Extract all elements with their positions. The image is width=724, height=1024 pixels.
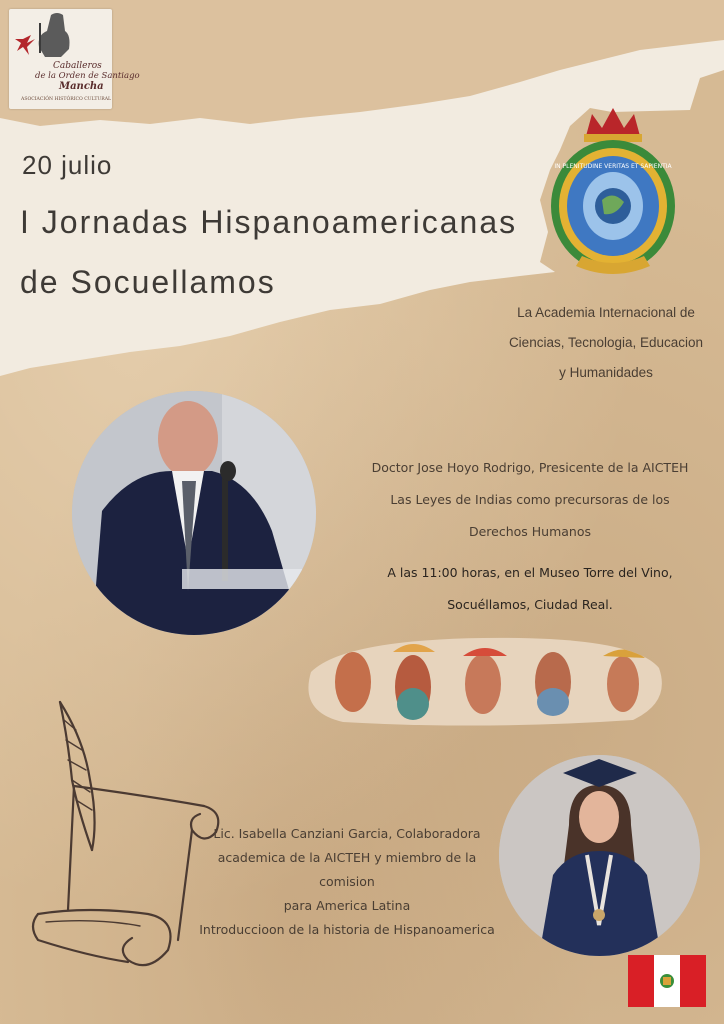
speaker-2-info <box>192 822 502 942</box>
fresco-illustration <box>303 632 667 730</box>
academy-name <box>506 298 706 388</box>
speaker-1-topic-line-1: Las Leyes de Indias como precursoras de los <box>390 492 670 507</box>
event-title-line-1: I Jornadas Hispanoamericanas <box>20 204 518 240</box>
event-title-line-2: de Socuellamos <box>20 264 276 300</box>
peru-flag-icon <box>628 955 706 1007</box>
speaker-1-name: Doctor Jose Hoyo Rodrigo, Presicente de la AICTEH <box>371 460 689 475</box>
academy-line-2: Ciencias, Tecnologia, Educacion <box>508 335 704 350</box>
academy-crest <box>546 106 680 282</box>
crown-icon <box>584 108 642 142</box>
scroll-icon <box>33 786 218 965</box>
speaker-2-name: Lic. Isabella Canziani Garcia, Colaboradora <box>213 826 481 841</box>
association-logo <box>9 9 140 109</box>
speaker-2-topic: Introduccioon de la historia de Hispanoamerica <box>199 922 495 937</box>
speaker-2-photo <box>499 755 700 956</box>
logo-line-2: de la Orden de Santiago <box>35 71 140 81</box>
event-time-line: A las 11:00 horas, en el Museo Torre del Vino, <box>387 565 673 580</box>
speaker-1-info <box>370 452 690 548</box>
crest-motto: IN PLENITUDINE VERITAS ET SAPIENTIA <box>554 163 672 170</box>
event-date: 20 julio <box>22 150 113 180</box>
speaker-1-photo <box>72 391 316 635</box>
event-time-place <box>380 557 680 621</box>
logo-line-4: ASOCIACIÓN HISTÓRICO CULTURAL <box>21 97 112 102</box>
academy-line-3: y Humanidades <box>559 365 653 380</box>
knight-emblem-icon <box>9 9 112 109</box>
logo-line-3: Mancha <box>59 81 104 92</box>
speaker-2-role-line-1: academica de la AICTEH y miembro de la comision <box>217 850 477 889</box>
quill-icon <box>60 702 95 850</box>
speaker-2-role-line-2: para America Latina <box>283 898 411 913</box>
logo-line-1: Caballeros <box>53 61 102 71</box>
academy-line-1: La Academia Internacional de <box>517 305 695 320</box>
event-place-line: Socuéllamos, Ciudad Real. <box>447 597 613 612</box>
speaker-1-topic-line-2: Derechos Humanos <box>468 524 592 539</box>
